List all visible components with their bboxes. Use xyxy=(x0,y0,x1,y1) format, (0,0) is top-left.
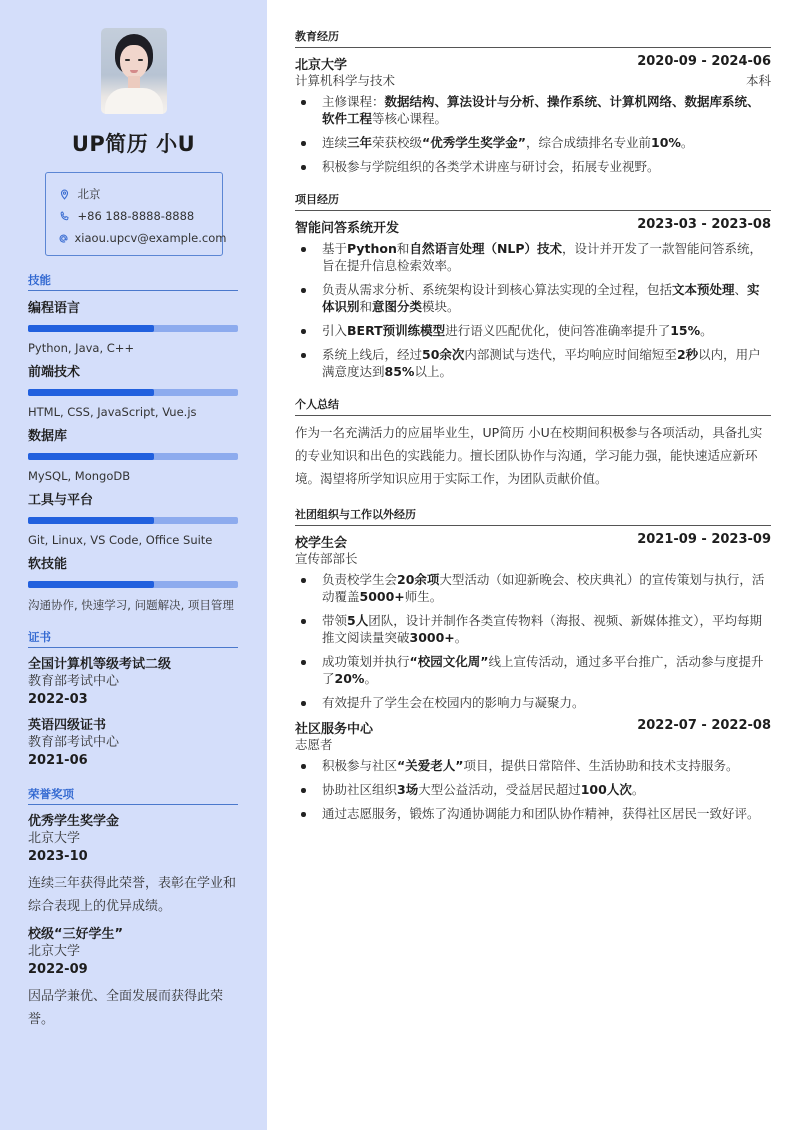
project-name: 智能问答系统开发 xyxy=(295,221,400,236)
sidebar xyxy=(0,0,267,1130)
certificate-item xyxy=(28,717,238,770)
skill-desc: MySQL, MongoDB xyxy=(28,469,131,483)
skill-desc: HTML, CSS, JavaScript, Vue.js xyxy=(28,405,197,419)
skill-level-bar xyxy=(28,389,238,396)
skill-level-bar xyxy=(28,453,238,460)
skill-item xyxy=(28,489,238,547)
activity-dates: 2022-07 - 2022-08 xyxy=(637,718,771,733)
education-dates: 2020-09 - 2024-06 xyxy=(637,54,771,69)
bullet-item: 引入BERT预训练模型进行语义匹配优化，使问答准确率提升了15%。 xyxy=(295,322,771,339)
honor-org: 北京大学 xyxy=(28,831,81,846)
activity-entry xyxy=(295,532,771,711)
bullet-item: 积极参与学院组织的各类学术讲座与研讨会，拓展专业视野。 xyxy=(295,158,771,175)
certificate-name: 全国计算机等级考试二级 xyxy=(28,657,172,672)
honor-desc: 因品学兼优、全面发展而获得此荣誉。 xyxy=(28,989,224,1027)
skill-name: 编程语言 xyxy=(28,301,81,316)
skill-level-bar xyxy=(28,581,238,588)
bullet-item: 连续三年荣获校级“优秀学生奖学金”，综合成绩排名专业前10%。 xyxy=(295,134,771,151)
bullet-item: 有效提升了学生会在校园内的影响力与凝聚力。 xyxy=(295,694,771,711)
certificate-org: 教育部考试中心 xyxy=(28,674,120,689)
activity-org: 社区服务中心 xyxy=(295,722,374,737)
activity-entry xyxy=(295,718,771,822)
skill-level-bar xyxy=(28,325,238,332)
activity-dates: 2021-09 - 2023-09 xyxy=(637,532,771,547)
certificate-org: 教育部考试中心 xyxy=(28,735,120,750)
activity-bullets xyxy=(295,757,771,822)
honor-desc: 连续三年获得此荣誉，表彰在学业和综合表现上的优异成绩。 xyxy=(28,876,237,914)
phone-icon xyxy=(58,211,72,222)
profile-photo xyxy=(101,28,167,114)
skill-item xyxy=(28,297,238,355)
bullet-item: 系统上线后，经过50余次内部测试与迭代，平均响应时间缩短至2秒以内，用户满意度达到85%以上。 xyxy=(295,346,771,380)
activities-section-title: 社团组织与工作以外经历 xyxy=(295,506,771,526)
honor-date: 2022-09 xyxy=(28,962,88,977)
projects-section xyxy=(295,191,771,380)
project-bullets xyxy=(295,240,771,380)
contact-location xyxy=(58,183,210,205)
contact-email xyxy=(58,227,227,249)
phone-text[interactable]: +86 188-8888-8888 xyxy=(77,209,195,223)
honor-name: 校级“三好学生” xyxy=(28,927,124,942)
skill-name: 工具与平台 xyxy=(28,493,94,508)
activity-bullets xyxy=(295,571,771,711)
skill-desc: Git, Linux, VS Code, Office Suite xyxy=(28,533,213,547)
bullet-item: 协助社区组织3场大型公益活动，受益居民超过100人次。 xyxy=(295,781,771,798)
bullet-item: 成功策划并执行“校园文化周”线上宣传活动，通过多平台推广，活动参与度提升了20%。 xyxy=(295,653,771,687)
major: 计算机科学与技术 xyxy=(295,73,396,88)
certificate-name: 英语四级证书 xyxy=(28,718,107,733)
activities-section xyxy=(295,506,771,822)
bullet-item: 主修课程：数据结构、算法设计与分析、操作系统、计算机网络、数据库系统、软件工程等核心课程。 xyxy=(295,93,771,127)
projects-section-title: 项目经历 xyxy=(295,191,771,211)
summary-section xyxy=(295,396,771,490)
skill-item xyxy=(28,553,238,613)
skill-name: 数据库 xyxy=(28,429,68,444)
summary-text: 作为一名充满活力的应届毕业生，UP简历 小U在校期间积极参与各项活动，具备扎实的专业知识和出色的实践能力。擅长团队协作与沟通，学习能力强，能快速适应新环境。渴望将所学知识应用于实际工作，为团队贡献价值。 xyxy=(295,425,763,486)
honor-name: 优秀学生奖学金 xyxy=(28,814,120,829)
contact-phone xyxy=(58,205,210,227)
contact-box xyxy=(45,172,227,256)
certificate-date: 2022-03 xyxy=(28,692,88,707)
honor-item xyxy=(28,926,238,1031)
education-section-title: 教育经历 xyxy=(295,28,771,48)
bullet-item: 负责从需求分析、系统架构设计到核心算法实现的全过程，包括文本预处理、实体识别和意图分类模块。 xyxy=(295,281,771,315)
bullet-item: 负责校学生会20余项大型活动（如迎新晚会、校庆典礼）的宣传策划与执行，活动覆盖5000+师生。 xyxy=(295,571,771,605)
degree: 本科 xyxy=(745,73,771,88)
school-name: 北京大学 xyxy=(295,58,348,73)
skill-item xyxy=(28,361,238,419)
certificate-date: 2021-06 xyxy=(28,753,88,768)
education-bullets xyxy=(295,93,771,175)
bullet-item: 通过志愿服务，锻炼了沟通协调能力和团队协作精神，获得社区居民一致好评。 xyxy=(295,805,771,822)
certificate-item xyxy=(28,656,238,709)
education-section xyxy=(295,28,771,175)
bullet-item: 积极参与社区“关爱老人”项目，提供日常陪伴、生活协助和技术支持服务。 xyxy=(295,757,771,774)
activity-role: 宣传部部长 xyxy=(295,551,358,566)
at-sign-icon xyxy=(58,233,69,244)
honor-item xyxy=(28,813,238,918)
location-text: 北京 xyxy=(77,187,101,201)
candidate-name: UP简历 小U xyxy=(71,132,196,156)
map-pin-icon xyxy=(58,189,72,200)
activity-org: 校学生会 xyxy=(295,536,348,551)
honors-section-title: 荣誉奖项 xyxy=(28,786,238,805)
main-content xyxy=(295,28,771,838)
skill-name: 软技能 xyxy=(28,557,68,572)
email-text[interactable]: xiaou.upcv@example.com xyxy=(74,231,227,245)
skill-item xyxy=(28,425,238,483)
honor-date: 2023-10 xyxy=(28,849,88,864)
honor-org: 北京大学 xyxy=(28,944,81,959)
skill-desc: 沟通协作, 快速学习, 问题解决, 项目管理 xyxy=(28,598,234,612)
skill-level-bar xyxy=(28,517,238,524)
activity-role: 志愿者 xyxy=(295,737,333,752)
bullet-item: 基于Python和自然语言处理（NLP）技术，设计并开发了一款智能问答系统，旨在提升信息检索效率。 xyxy=(295,240,771,274)
skills-section-title: 技能 xyxy=(28,272,238,291)
summary-section-title: 个人总结 xyxy=(295,396,771,416)
certificates-section-title: 证书 xyxy=(28,629,238,648)
bullet-item: 带领5人团队，设计并制作各类宣传物料（海报、视频、新媒体推文），平均每期推文阅读量突破3000+。 xyxy=(295,612,771,646)
project-dates: 2023-03 - 2023-08 xyxy=(637,217,771,232)
skill-desc: Python, Java, C++ xyxy=(28,341,135,355)
skill-name: 前端技术 xyxy=(28,365,81,380)
